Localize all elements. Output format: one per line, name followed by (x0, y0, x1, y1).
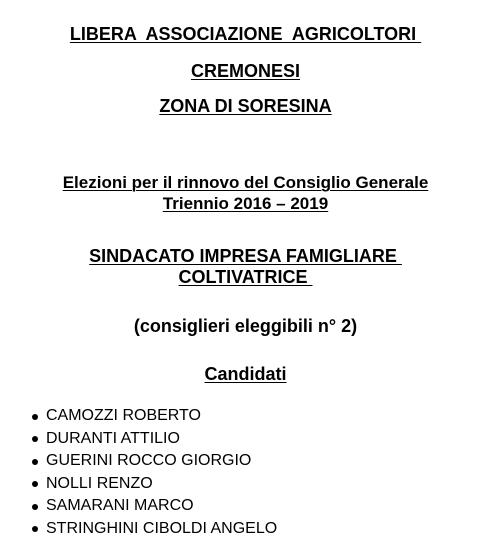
bullet-icon (32, 504, 38, 510)
candidates-heading: Candidati (204, 364, 287, 384)
candidate-item (0, 518, 491, 541)
seats-note: (consiglieri eleggibili n° 2) (133, 316, 358, 336)
association-name-line2: CREMONESI (190, 61, 300, 81)
candidate-name: NOLLI RENZO (46, 474, 153, 492)
bullet-icon (32, 436, 38, 442)
candidate-item (0, 450, 491, 473)
bullet-icon (32, 526, 38, 532)
candidate-item (0, 473, 491, 496)
union-name-line2: COLTIVATRICE (178, 267, 313, 287)
candidate-item (0, 428, 491, 451)
union-name-line1: SINDACATO IMPRESA FAMIGLIARE (89, 246, 402, 266)
candidate-name: STRINGHINI CIBOLDI ANGELO (46, 519, 278, 537)
candidate-item (0, 405, 491, 428)
candidate-name: GUERINI ROCCO GIORGIO (46, 452, 252, 469)
election-title: Elezioni per il rinnovo del Consiglio Generale (62, 173, 429, 192)
association-name-line1: LIBERA ASSOCIAZIONE AGRICOLTORI (69, 24, 422, 44)
bullet-icon (32, 459, 38, 465)
bullet-icon (32, 414, 38, 420)
candidate-name: CAMOZZI ROBERTO (46, 407, 201, 424)
election-period: Triennio 2016 – 2019 (162, 194, 329, 213)
candidate-name: DURANTI ATTILIO (46, 429, 180, 447)
candidates-list (0, 405, 491, 540)
candidate-name: SAMARANI MARCO (46, 497, 194, 514)
candidate-item (0, 495, 491, 518)
bullet-icon (32, 481, 38, 487)
zone-title: ZONA DI SORESINA (159, 96, 332, 116)
